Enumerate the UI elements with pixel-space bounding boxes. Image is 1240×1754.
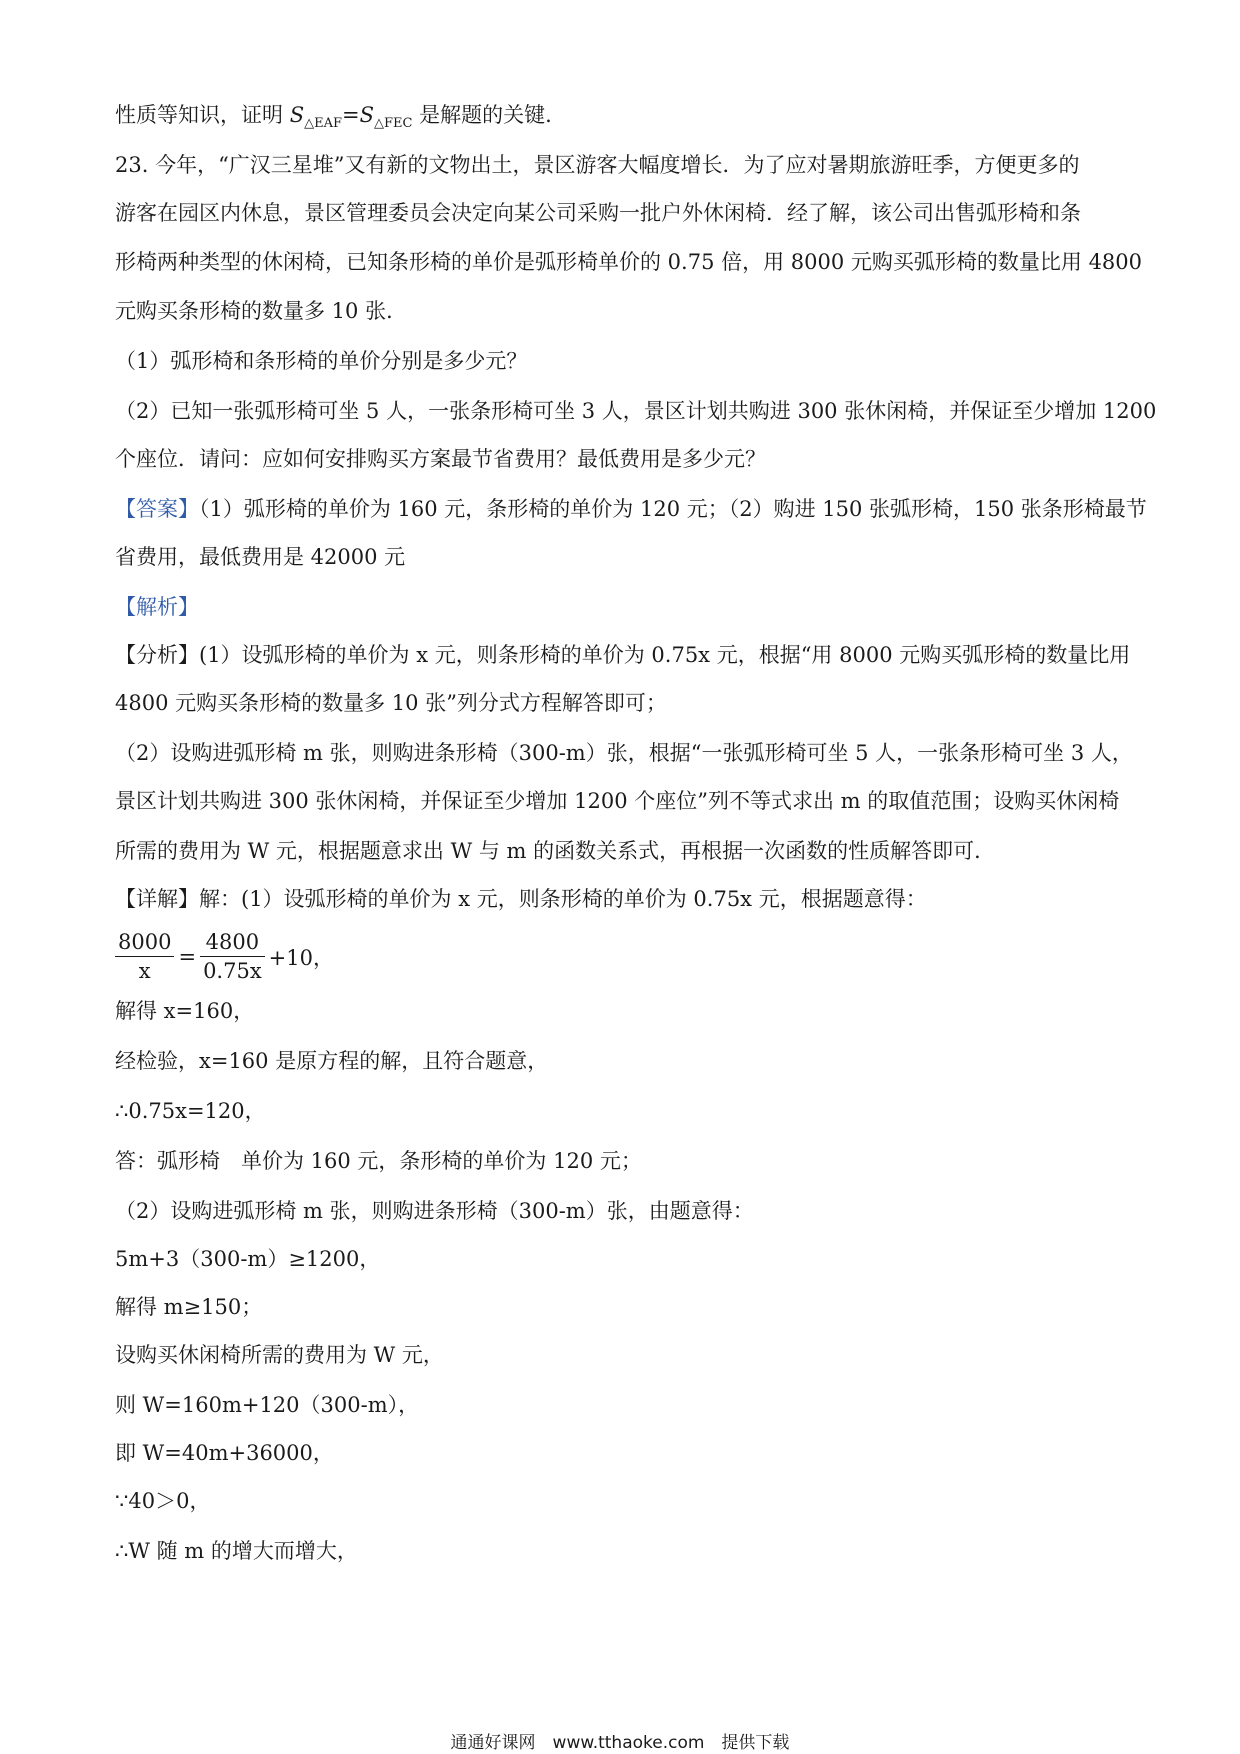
detail-line: ∴W 随 m 的增大而增大， (115, 1539, 358, 1563)
equation-tail: +10， (268, 945, 334, 970)
denominator: 0.75x (203, 959, 262, 983)
question-line: 形椅两种类型的休闲椅，已知条形椅的单价是弧形椅单价的 0.75 倍，用 8000 元购买弧形椅的数量比用 4800 (115, 250, 1143, 274)
fraction-right (200, 928, 265, 985)
question-line: 23. 今年，“广汉三星堆”又有新的文物出土，景区游客大幅度增长．为了应对暑期旅游旺季，方便更多的 (115, 153, 1080, 177)
formula-s: S (359, 103, 374, 127)
formula-eq: = (341, 103, 360, 127)
detail-line: 解得 x=160， (115, 999, 255, 1023)
answer-text: （1）弧形椅的单价为 160 元，条形椅的单价为 120 元；（2）购进 150 张弧形椅，150 张条形椅最节 (199, 497, 1147, 521)
equation (115, 928, 338, 985)
question-part-2: （2）已知一张弧形椅可坐 5 人，一张条形椅可坐 3 人，景区计划共购进 300 张休闲椅，并保证至少增加 1200 (115, 399, 1157, 423)
question-line: 游客在园区内休息，景区管理委员会决定向某公司采购一批户外休闲椅．经了解，该公司出售弧形椅和条 (115, 201, 1081, 225)
analysis-line: （2）设购进弧形椅 m 张，则购进条形椅（300-m）张，根据“一张弧形椅可坐 5 人，一张条形椅可坐 3 人， (115, 741, 1133, 765)
text: 是解题的关键. (412, 103, 552, 127)
analysis-line: 【分析】(1）设弧形椅的单价为 x 元，则条形椅的单价为 0.75x 元，根据“用 8000 元购买弧形椅的数量比用 (115, 643, 1131, 667)
analysis-line: 4800 元购买条形椅的数量多 10 张”列分式方程解答即可； (115, 691, 667, 715)
detail-line: 【详解】解：(1）设弧形椅的单价为 x 元，则条形椅的单价为 0.75x 元，根据题意得： (115, 887, 927, 911)
formula-sub: △FEC (373, 116, 413, 132)
detail-line: （2）设购进弧形椅 m 张，则购进条形椅（300-m）张，由题意得： (115, 1199, 754, 1223)
numerator: 4800 (200, 928, 265, 957)
numerator: 8000 (115, 928, 174, 957)
detail-line: ∴0.75x=120， (115, 1099, 266, 1123)
detail-line: 5m+3（300-m）≥1200， (115, 1247, 381, 1271)
question-line: 个座位．请问：应如何安排购买方案最节省费用？最低费用是多少元？ (115, 447, 766, 471)
denominator: x (138, 959, 151, 983)
detail-line: 经检验，x=160 是原方程的解，且符合题意， (115, 1049, 549, 1073)
question-line: 元购买条形椅的数量多 10 张． (115, 299, 408, 323)
analysis-tag: 【解析】 (115, 595, 199, 619)
detail-line: 即 W=40m+36000， (115, 1441, 334, 1465)
detail-line: 则 W=160m+120（300-m）， (115, 1393, 420, 1417)
formula-s: S (289, 103, 305, 127)
formula-sub: △EAF (304, 116, 342, 132)
footer-watermark: 通通好课网 www.tthaoke.com 提供下载 (450, 1733, 790, 1753)
fraction-left (115, 928, 174, 985)
detail-line: ∵40＞0， (115, 1489, 211, 1513)
detail-line: 解得 m≥150； (115, 1295, 263, 1319)
text: 性质等知识，证明 (115, 103, 290, 127)
answer-tag: 【答案】 (115, 497, 199, 521)
question-part-1: （1）弧形椅和条形椅的单价分别是多少元？ (115, 349, 528, 373)
line-conclusion (115, 100, 1130, 139)
analysis-line: 景区计划共购进 300 张休闲椅，并保证至少增加 1200 个座位”列不等式求出 m 的取值范围；设购买休闲椅 (115, 789, 1120, 813)
analysis-line: 所需的费用为 W 元，根据题意求出 W 与 m 的函数关系式，再根据一次函数的性质解答即可． (115, 839, 996, 863)
detail-line: 答：弧形椅 单价为 160 元，条形椅的单价为 120 元； (115, 1149, 642, 1173)
detail-line: 设购买休闲椅所需的费用为 W 元， (115, 1343, 444, 1367)
equals-sign: = (178, 944, 197, 969)
answer-line (115, 494, 1147, 524)
answer-line: 省费用，最低费用是 42000 元 (115, 545, 406, 569)
